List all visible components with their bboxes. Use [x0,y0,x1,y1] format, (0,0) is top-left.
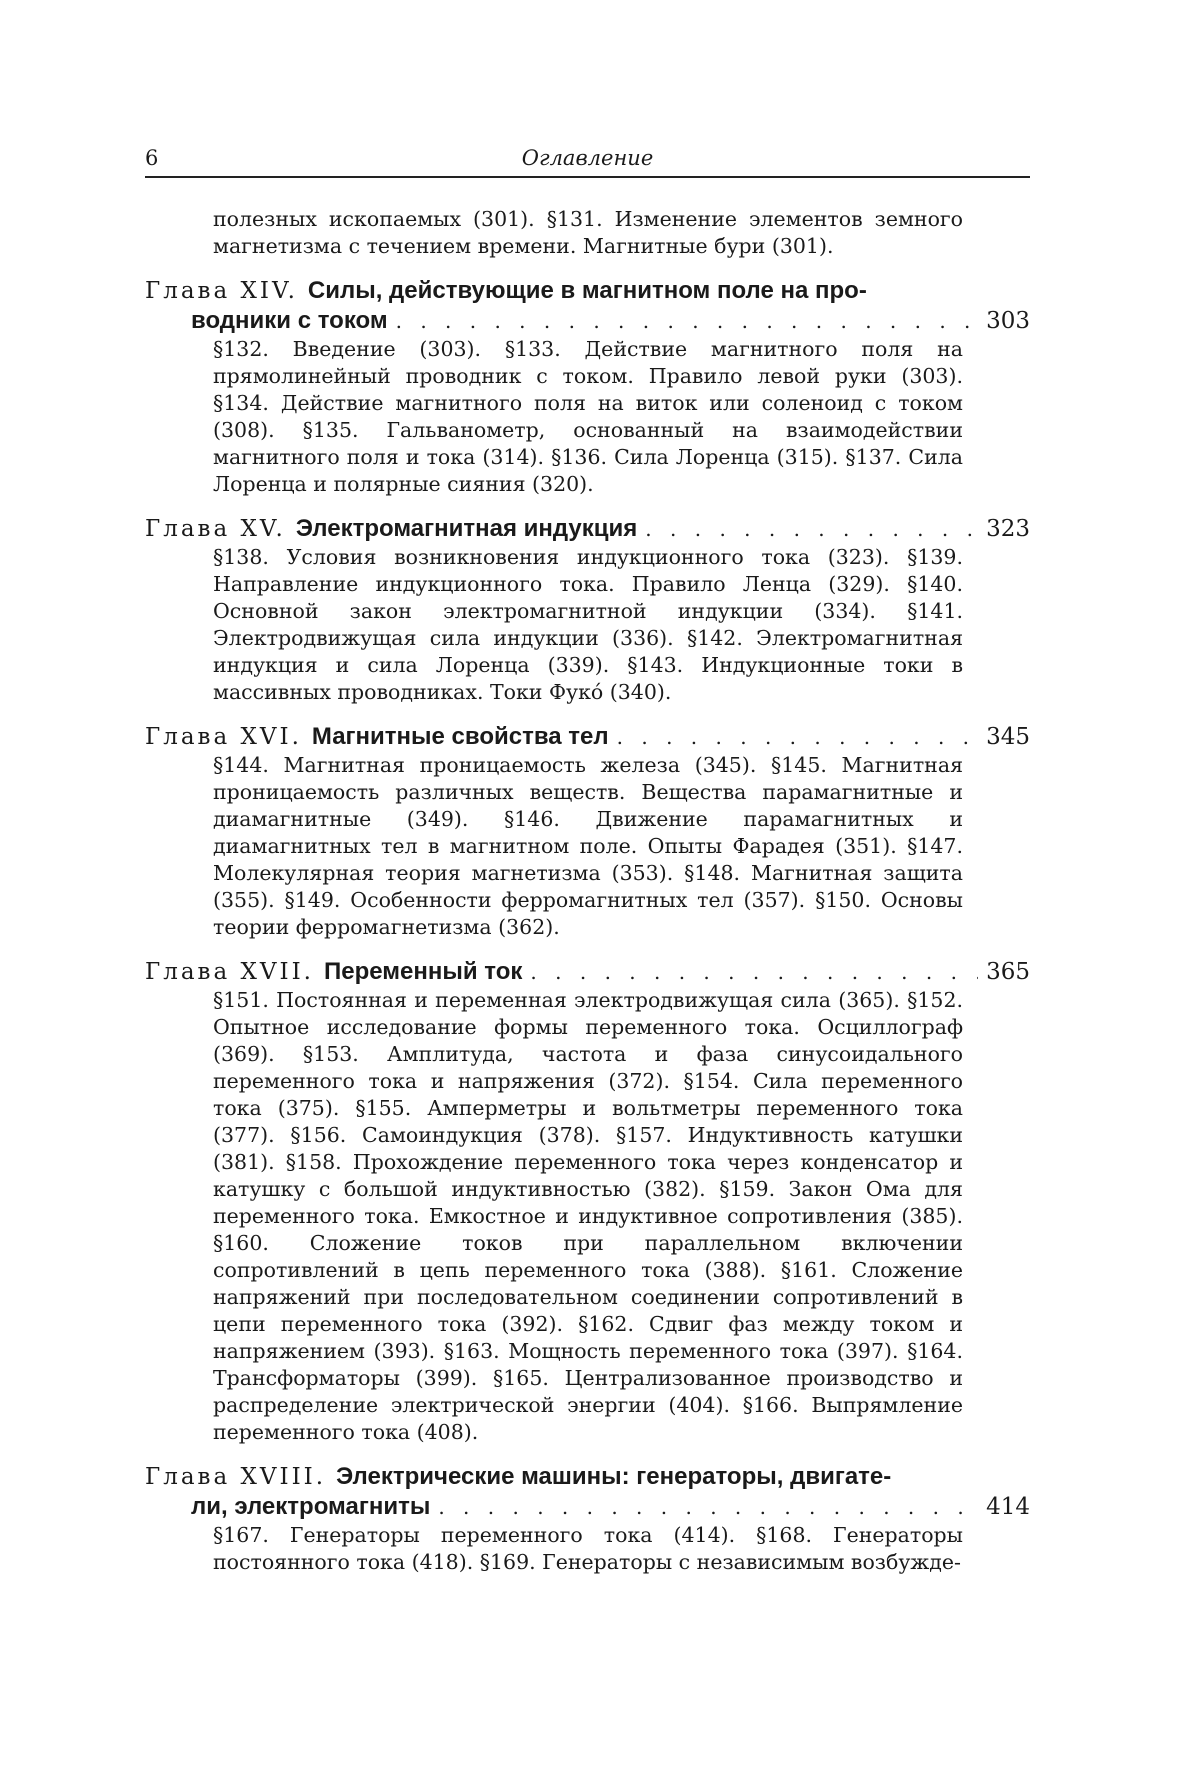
chapter-label: Глава XV. [145,516,286,542]
chapter-contents: §144. Магнитная проницаемость железа (345). §145. Магнитная проницаемость различных веществ. Вещества парамагнитные и диамагнитные (349). §146. Движение парамагнитных и диамагнитных тел в магнитном поле. Опыты Фарадея (351). §147. Молекулярная теория магнетизма (353). §148. Магнитная защита (355). §149. Особенности ферромагнитных тел (357). §150. Основы теории ферромагнетизма (362). [213,753,963,939]
chapter-entry [145,957,1030,1446]
chapter-heading [145,514,1030,544]
chapter-title: Силы, действующие в магнитном поле на про- [307,277,867,304]
chapter-contents: §138. Условия возникновения индукционного тока (323). §139. Направление индукционного тока. Правило Ленца (329). §140. Основной закон электромагнитной индукции (334). §141. Электродвижущая сила индукции (336). §142. Электромагнитная индукция и сила Лоренца (339). §143. Индукционные токи в массивных проводниках. Токи Фуко́ (340). [213,545,963,704]
chapter-contents: §167. Генераторы переменного тока (414). §168. Генераторы постоянного тока (418). §169. Генераторы с независимым возбужде- [213,1523,963,1574]
chapter-heading [145,957,1030,987]
chapter-title: Электрические машины: генераторы, двигате- [336,1463,892,1490]
page [145,0,1030,1772]
chapter-heading [145,722,1030,752]
chapter-title: Переменный ток [324,958,523,985]
chapter-page-number: 323 [986,516,1030,542]
chapter-entry [145,514,1030,706]
chapter-title: Электромагнитная индукция [295,515,638,542]
chapter-label: Глава XVIII. [145,1464,327,1490]
dot-leader [396,307,978,336]
chapter-entry [145,1462,1030,1576]
chapter-label: Глава XVI. [145,724,302,750]
chapter-page-number: 345 [986,724,1030,750]
chapter-page-number: 303 [986,308,1030,334]
chapter-title-continued: ли, электромагниты [191,1493,431,1520]
chapter-heading [145,1462,1030,1522]
dot-leader [438,1493,978,1522]
running-header [145,146,1030,178]
dot-leader [645,515,978,544]
chapter-contents: §132. Введение (303). §133. Действие магнитного поля на прямолинейный проводник с током. Правило левой руки (303). §134. Действие магнитного поля на виток или соленоид с током (308). §135. Гальванометр, основанный на взаимодействии магнитного поля и тока (314). §136. Сила Лоренца (315). §137. Сила Лоренца и полярные сияния (320). [213,337,963,496]
chapter-title-continued: водники с током [191,307,388,334]
chapter-heading [145,276,1030,336]
dot-leader [617,723,978,752]
table-of-contents [145,206,1030,1576]
chapter-contents: §151. Постоянная и переменная электродвижущая сила (365). §152. Опытное исследование формы переменного тока. Осциллограф (369). §153. Амплитуда, частота и фаза синусоидального переменного тока и напряжения (372). §154. Сила переменного тока (375). §155. Амперметры и вольтметры переменного тока (377). §156. Самоиндукция (378). §157. Индуктивность катушки (381). §158. Прохождение переменного тока через конденсатор и катушку с большой индуктивностью (382). §159. Закон Ома для переменного тока. Емкостное и индуктивное сопротивления (385). §160. Сложение токов при параллельном включении сопротивлений в цепь переменного тока (388). §161. Сложение напряжений при последовательном соединении сопротивлений в цепи переменного тока (392). §162. Сдвиг фаз между током и напряжением (393). §163. Мощность переменного тока (397). §164. Трансформаторы (399). §165. Централизованное производство и распределение электрической энергии (404). §166. Выпрямление переменного тока (408). [213,988,963,1444]
chapter-title: Магнитные свойства тел [311,723,609,750]
running-title: Оглавление [521,146,654,170]
chapter-entry [145,722,1030,941]
chapter-label: Глава XVII. [145,959,314,985]
chapter-page-number: 365 [986,959,1030,985]
chapter-entry [145,276,1030,498]
page-number: 6 [145,146,159,170]
chapter-label: Глава XIV. [145,278,298,304]
dot-leader [530,958,978,987]
intro-paragraph: полезных ископаемых (301). §131. Изменение элементов земного магнетизма с течением времени. Магнитные бури (301). [213,207,963,258]
chapter-page-number: 414 [986,1494,1030,1520]
